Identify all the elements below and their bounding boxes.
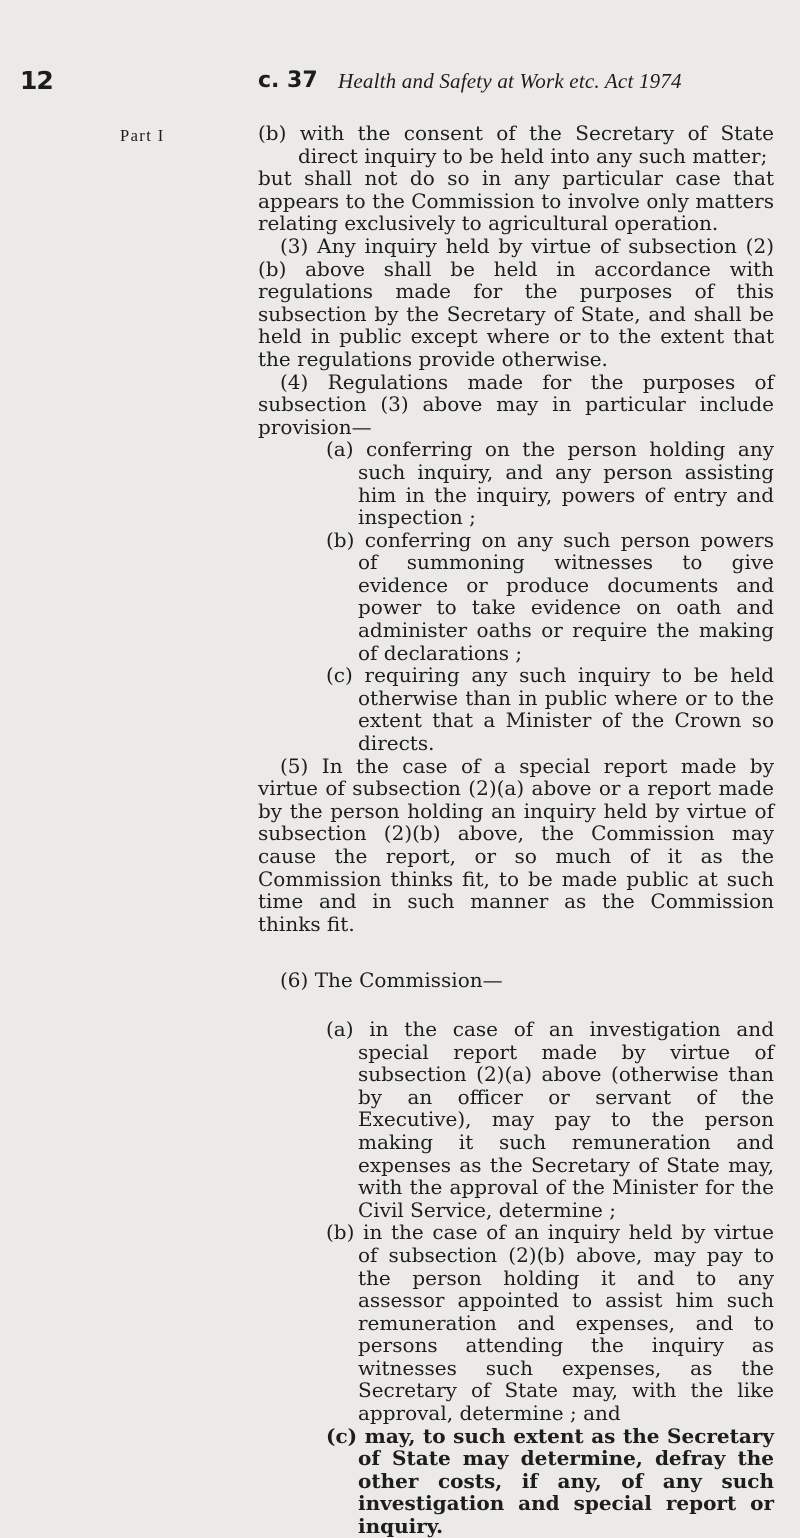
- subsection-6c: (c) may, to such extent as the Secretary of State may determine, defray the other costs, if any, of any such investigation and special report or inquiry.: [326, 1423, 774, 1538]
- subsection-4b: (b) conferring on any such person powers of summoning witnesses to give evidence or produce documents and power to take evidence on oath and administer oaths or require the making of declarations ;: [326, 527, 774, 665]
- subsection-4c: (c) requiring any such inquiry to be held otherwise than in public where or to the extent that a Minister of the Crown so directs.: [326, 663, 774, 756]
- running-title: Health and Safety at Work etc. Act 1974: [338, 69, 682, 93]
- subsection-6a: (a) in the case of an investigation and special report made by virtue of subsection (2)(a) above (otherwise than by an officer or servant of the Executive), may pay to the person making it such remuneration and expenses as the Secretary of State may, with the approval of the Minister for the Civil Service, determine ;: [326, 1016, 774, 1222]
- subsection-6: (6) The Commission—: [280, 968, 503, 993]
- subsection-3: (3) Any inquiry held by virtue of subsection (2)(b) above shall be held in accordance with regulations made for the purposes of this subsection by the Secretary of State, and shall be held in public except where or to the extent that the regulations provide otherwise.: [258, 233, 774, 371]
- subsection-6b: (b) in the case of an inquiry held by virtue of subsection (2)(b) above, may pay to the person holding it and to any assessor appointed to assist him such remuneration and expenses, and to persons attending the inquiry as witnesses such expenses, as the Secretary of State may, with the like approval, determine ; and: [326, 1220, 774, 1426]
- chapter-reference: c. 37: [258, 68, 318, 93]
- subsection-4a: (a) conferring on the person holding any such inquiry, and any person assisting him in the inquiry, powers of entry and inspection ;: [326, 437, 774, 530]
- part-margin-label: Part I: [120, 126, 165, 145]
- subsection-5: (5) In the case of a special report made by virtue of subsection (2)(a) above or a report made by the person holding an inquiry held by virtue of subsection (2)(b) above, the Commission may cause the report, or so much of it as the Commission thinks fit, to be made public at such time and in such manner as the Commission thinks fit.: [258, 753, 774, 936]
- clause-2b: (b) with the consent of the Secretary of State direct inquiry to be held into any such matter;: [258, 121, 774, 168]
- page-number: 12: [20, 66, 53, 95]
- subsection-4: (4) Regulations made for the purposes of subsection (3) above may in particular include provision—: [258, 369, 774, 439]
- proviso: but shall not do so in any particular case that appears to the Commission to involve only matters relating exclusively to agricultural operation.: [258, 166, 774, 236]
- act-body-text: [258, 122, 774, 1538]
